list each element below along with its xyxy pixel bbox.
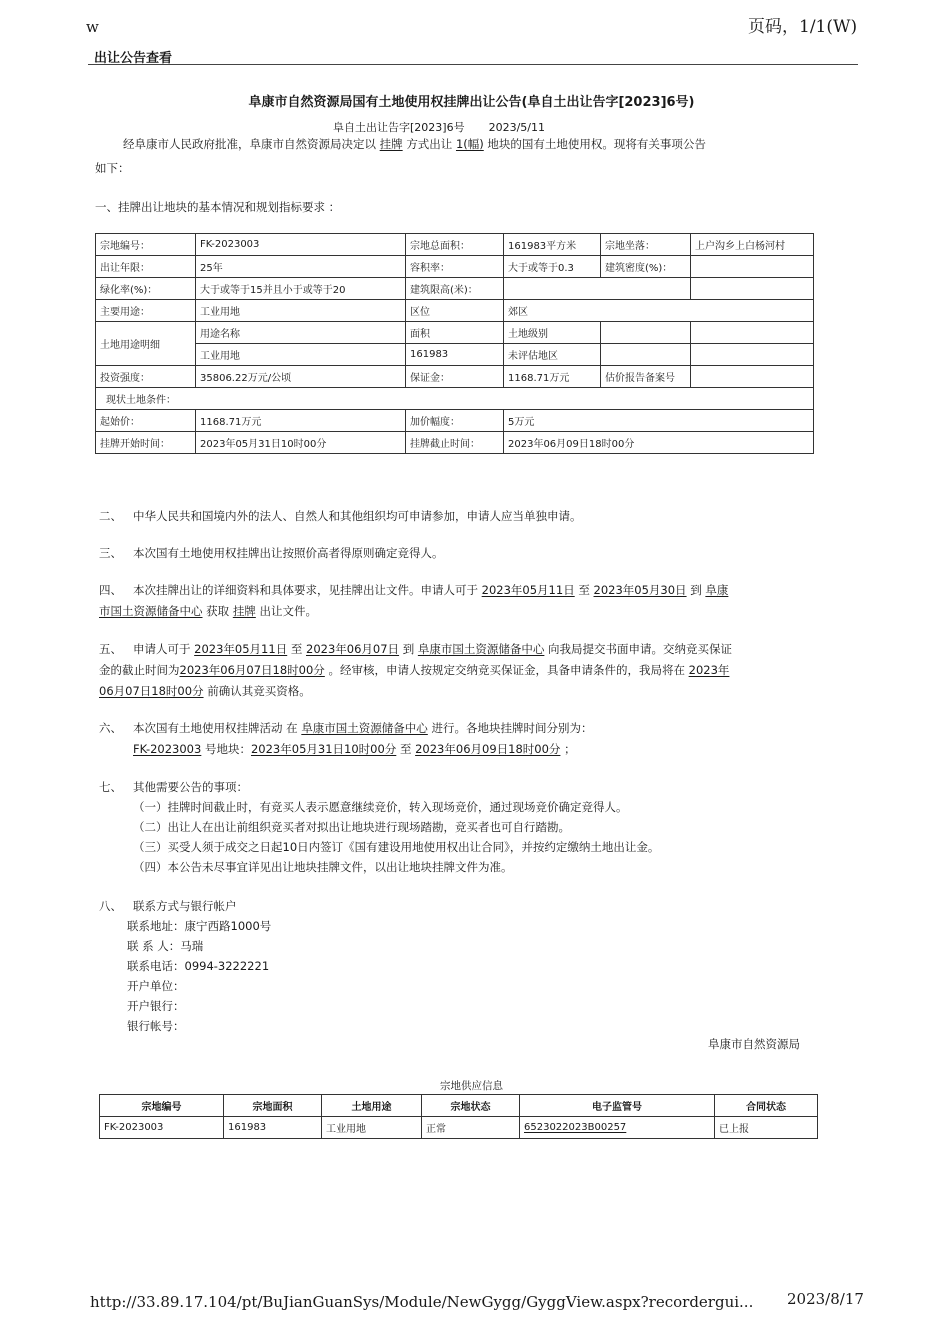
section7-number: 七、 xyxy=(99,780,122,794)
parcel-info-table xyxy=(95,233,814,454)
table-cell: 土地用途明细 xyxy=(96,322,196,366)
table-cell: 1168.71万元 xyxy=(196,410,406,432)
section1-heading: 一、挂牌出让地块的基本情况和规划指标要求 ： xyxy=(95,200,341,214)
table-cell: FK-2023003 xyxy=(196,234,406,256)
table-cell: 正常 xyxy=(422,1117,520,1139)
intro-line-2: 如下： xyxy=(95,161,130,175)
table-cell: 未评估地区 xyxy=(504,344,601,366)
top-marker: w xyxy=(86,18,99,36)
table-row xyxy=(96,366,814,388)
table-cell: 工业用地 xyxy=(196,300,406,322)
section7-item: （一）挂牌时间截止时，有竞买人表示愿意继续竞价，转入现场竞价，通过现场竞价确定竞得人。 xyxy=(133,800,628,814)
table-cell: 宗地总面积： xyxy=(406,234,504,256)
supply-info-title: 宗地供应信息 xyxy=(440,1080,503,1092)
column-header: 电子监管号 xyxy=(520,1095,715,1117)
bank-name: 开户银行： xyxy=(127,999,185,1013)
table-cell: 估价报告备案号 xyxy=(601,366,691,388)
table-cell: 161983平方米 xyxy=(504,234,601,256)
table-cell: 郊区 xyxy=(504,300,814,322)
table-cell xyxy=(504,278,691,300)
notice-date: 2023/5/11 xyxy=(488,121,545,134)
supervision-number-link[interactable]: 6523022023B00257 xyxy=(520,1117,715,1139)
table-cell xyxy=(691,344,814,366)
section3-number: 三、 xyxy=(99,546,122,560)
header-divider xyxy=(88,64,858,65)
contact-phone: 联系电话：0994-3222221 xyxy=(127,959,270,973)
table-cell xyxy=(691,366,814,388)
header-label: 出让公告查看 xyxy=(94,51,173,66)
contact-person: 联 系 人：马瑞 xyxy=(127,939,204,953)
table-cell: 工业用地 xyxy=(196,344,406,366)
table-cell: 161983 xyxy=(406,344,504,366)
table-cell: 宗地坐落： xyxy=(601,234,691,256)
table-cell: 绿化率(%)： xyxy=(96,278,196,300)
section7-item: （二）出让人在出让前组织竞买者对拟出让地块进行现场踏勘，竞买者也可自行踏勘。 xyxy=(133,820,570,834)
section8-number: 八、 xyxy=(99,899,122,913)
section8-heading: 联系方式与银行帐户 xyxy=(133,899,237,913)
table-cell: 1168.71万元 xyxy=(504,366,601,388)
table-row xyxy=(96,234,814,256)
bank-unit: 开户单位： xyxy=(127,979,185,993)
section4-line-1: 本次挂牌出让的详细资料和具体要求，见挂牌出让文件。申请人可于 2023年05月11日 至 2023年05月30日 到 阜康 xyxy=(133,583,729,597)
doc-number: 阜自土出让告字[2023]6号 xyxy=(333,121,465,134)
section7-item: （三）买受人须于成交之日起10日内签订《国有建设用地使用权出让合同》，并按约定缴纳土地出让金。 xyxy=(133,840,660,854)
section4-line-2: 市国土资源储备中心 获取 挂牌 出让文件。 xyxy=(99,604,317,618)
section6-line-2: FK-2023003 号地块：2023年05月31日10时00分 至 2023年06月09日18时00分 ； xyxy=(133,742,576,756)
table-cell: 区位 xyxy=(406,300,504,322)
section7-item: （四）本公告未尽事宜详见出让地块挂牌文件，以出让地块挂牌文件为准。 xyxy=(133,860,513,874)
table-cell: 35806.22万元/公顷 xyxy=(196,366,406,388)
column-header: 土地用途 xyxy=(322,1095,422,1117)
supply-info-table xyxy=(99,1094,818,1139)
table-cell: 用途名称 xyxy=(196,322,406,344)
table-row xyxy=(96,344,814,366)
issuer-signature: 阜康市自然资源局 xyxy=(708,1037,800,1051)
column-header: 宗地面积 xyxy=(224,1095,322,1117)
section7-heading: 其他需要公告的事项： xyxy=(133,780,248,794)
column-header: 宗地编号 xyxy=(100,1095,224,1117)
table-cell: 2023年06月09日18时00分 xyxy=(504,432,814,454)
table-cell: 已上报 xyxy=(715,1117,818,1139)
table-cell xyxy=(601,344,691,366)
table-row xyxy=(96,432,814,454)
notice-subtitle xyxy=(333,119,569,135)
column-header: 宗地状态 xyxy=(422,1095,520,1117)
table-row xyxy=(96,410,814,432)
footer-url: http://33.89.17.104/pt/BuJianGuanSys/Module/NewGygg/GyggView.aspx?recordergui... xyxy=(90,1293,754,1311)
table-cell: 面积 xyxy=(406,322,504,344)
table-cell xyxy=(691,256,814,278)
contact-block xyxy=(127,916,271,1036)
table-cell: 挂牌开始时间： xyxy=(96,432,196,454)
section5-number: 五、 xyxy=(99,642,122,656)
section5-line-2: 金的截止时间为2023年06月07日18时00分 。经审核，申请人按规定交纳竞买保证金，具备申请条件的，我局将在 2023年 xyxy=(99,663,730,677)
table-cell: 加价幅度： xyxy=(406,410,504,432)
table-row xyxy=(96,322,814,344)
section5-line-3: 06月07日18时00分 前确认其竞买资格。 xyxy=(99,684,311,698)
section4-number: 四、 xyxy=(99,583,122,597)
table-header-row xyxy=(100,1095,818,1117)
table-cell: 161983 xyxy=(224,1117,322,1139)
table-cell: 宗地编号： xyxy=(96,234,196,256)
page-code: 页码，1/1(W) xyxy=(748,17,858,37)
table-row xyxy=(96,256,814,278)
table-cell: 容积率： xyxy=(406,256,504,278)
table-cell: 出让年限： xyxy=(96,256,196,278)
table-cell: 工业用地 xyxy=(322,1117,422,1139)
table-row xyxy=(100,1117,818,1139)
table-cell: 上户沟乡上白杨河村 xyxy=(691,234,814,256)
table-row xyxy=(96,278,814,300)
section5-line-1: 申请人可于 2023年05月11日 至 2023年06月07日 到 阜康市国土资源储备中心 向我局提交书面申请。交纳竞买保证 xyxy=(133,642,733,656)
section6-line-1: 本次国有土地使用权挂牌活动 在 阜康市国土资源储备中心 进行。各地块挂牌时间分别为： xyxy=(133,721,593,735)
intro-line-1: 经阜康市人民政府批准，阜康市自然资源局决定以 挂牌 方式出让 1(幅) 地块的国有土地使用权。现将有关事项公告 xyxy=(123,137,706,151)
section2-number: 二、 xyxy=(99,509,122,523)
table-cell: 大于或等于15并且小于或等于20 xyxy=(196,278,406,300)
table-cell xyxy=(691,278,814,300)
table-cell: 土地级别 xyxy=(504,322,601,344)
table-row xyxy=(96,300,814,322)
table-cell: 挂牌截止时间： xyxy=(406,432,504,454)
section2-text: 中华人民共和国境内外的法人、自然人和其他组织均可申请参加，申请人应当单独申请。 xyxy=(133,509,582,523)
table-cell: 起始价： xyxy=(96,410,196,432)
table-cell: FK-2023003 xyxy=(100,1117,224,1139)
table-cell: 5万元 xyxy=(504,410,814,432)
table-cell: 现状土地条件： xyxy=(96,388,814,410)
notice-title: 阜康市自然资源局国有土地使用权挂牌出让公告(阜自土出让告字[2023]6号) xyxy=(248,95,695,110)
table-cell: 建筑限高(米)： xyxy=(406,278,504,300)
table-cell xyxy=(601,322,691,344)
table-cell: 25年 xyxy=(196,256,406,278)
table-cell: 2023年05月31日10时00分 xyxy=(196,432,406,454)
footer-date: 2023/8/17 xyxy=(787,1290,864,1308)
table-cell: 主要用途： xyxy=(96,300,196,322)
table-cell: 大于或等于0.3 xyxy=(504,256,601,278)
table-cell xyxy=(691,322,814,344)
table-cell: 投资强度： xyxy=(96,366,196,388)
column-header: 合同状态 xyxy=(715,1095,818,1117)
contact-address: 联系地址：康宁西路1000号 xyxy=(127,919,272,933)
table-cell: 建筑密度(%)： xyxy=(601,256,691,278)
section3-text: 本次国有土地使用权挂牌出让按照价高者得原则确定竞得人。 xyxy=(133,546,444,560)
bank-account: 银行帐号： xyxy=(127,1019,185,1033)
table-cell: 保证金： xyxy=(406,366,504,388)
table-row xyxy=(96,388,814,410)
section6-number: 六、 xyxy=(99,721,122,735)
